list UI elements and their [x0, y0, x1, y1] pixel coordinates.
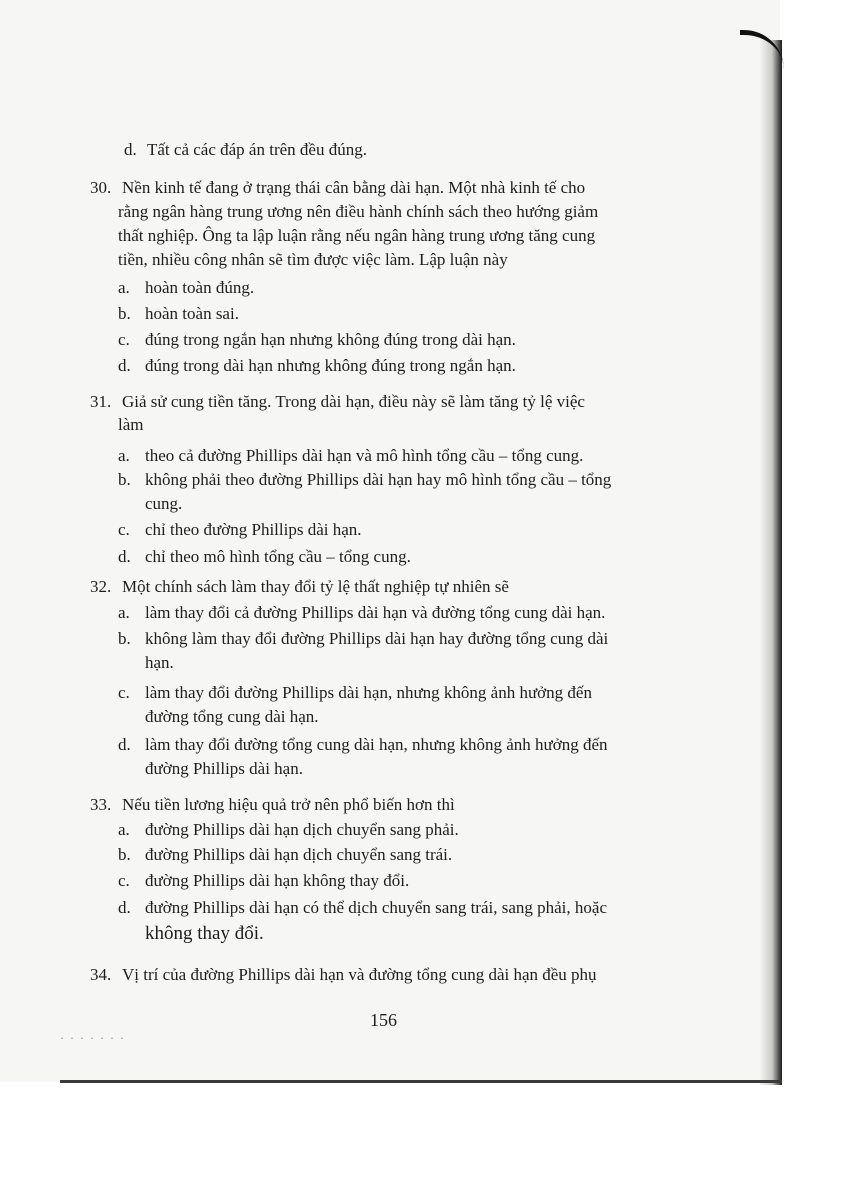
prev-option-d-label: d. — [124, 140, 137, 159]
question-stem-line: thất nghiệp. Ông ta lập luận rằng nếu ngân hàng trung ương tăng cung — [118, 226, 596, 245]
option-label: d. — [118, 356, 131, 375]
scan-noise: ······· — [60, 1031, 130, 1045]
question-stem-line: Nền kinh tế đang ở trạng thái cân bằng dài hạn. Một nhà kinh tế cho — [122, 178, 586, 197]
option-text: chỉ theo mô hình tổng cầu – tổng cung. — [145, 547, 411, 566]
option-text: đường Phillips dài hạn dịch chuyển sang phải. — [145, 820, 459, 839]
option-label: d. — [118, 898, 131, 917]
option-label: a. — [118, 603, 130, 622]
option-text: đúng trong dài hạn nhưng không đúng trong ngắn hạn. — [145, 356, 516, 375]
option-label: c. — [118, 871, 130, 890]
option-text: đường Phillips dài hạn dịch chuyển sang trái. — [145, 845, 453, 864]
option-text: đúng trong ngắn hạn nhưng không đúng trong dài hạn. — [145, 330, 516, 349]
option-text: không phải theo đường Phillips dài hạn hay mô hình tổng cầu – tổng — [145, 470, 612, 489]
option-label: d. — [118, 547, 131, 566]
question-stem-line: Vị trí của đường Phillips dài hạn và đường tổng cung dài hạn đều phụ — [122, 965, 597, 984]
option-text: chỉ theo đường Phillips dài hạn. — [145, 520, 362, 539]
option-label: c. — [118, 683, 130, 702]
option-text: hoàn toàn sai. — [145, 304, 239, 323]
option-text: làm thay đổi cả đường Phillips dài hạn và đường tổng cung dài hạn. — [145, 603, 606, 622]
option-text: làm thay đổi đường tổng cung dài hạn, nhưng không ảnh hưởng đến — [145, 735, 608, 754]
option-label: a. — [118, 820, 130, 839]
option-text: làm thay đổi đường Phillips dài hạn, nhưng không ảnh hưởng đến — [145, 683, 592, 702]
option-text: không làm thay đổi đường Phillips dài hạn hay đường tổng cung dài — [145, 629, 609, 648]
option-text: đường tổng cung dài hạn. — [145, 707, 319, 726]
option-label: b. — [118, 629, 131, 648]
question-number: 34. — [90, 965, 112, 984]
option-label: b. — [118, 470, 131, 489]
question-stem-line: Giả sử cung tiền tăng. Trong dài hạn, điều này sẽ làm tăng tỷ lệ việc — [122, 392, 585, 411]
option-label: b. — [118, 845, 131, 864]
question-number: 33. — [90, 795, 112, 814]
question-stem-line: Một chính sách làm thay đổi tỷ lệ thất nghiệp tự nhiên sẽ — [122, 577, 509, 596]
bottom-edge-line — [60, 1080, 782, 1083]
page-edge-shadow — [760, 40, 782, 1085]
option-label: d. — [118, 735, 131, 754]
page-number: 156 — [370, 1010, 397, 1030]
option-label: b. — [118, 304, 131, 323]
question-stem-line: tiền, nhiều công nhân sẽ tìm được việc làm. Lập luận này — [118, 250, 508, 269]
option-label: a. — [118, 278, 130, 297]
question-number: 32. — [90, 577, 112, 596]
question-number: 30. — [90, 178, 112, 197]
option-label: c. — [118, 330, 130, 349]
option-text: theo cả đường Phillips dài hạn và mô hình tổng cầu – tổng cung. — [145, 446, 584, 465]
prev-option-d-text: Tất cả các đáp án trên đều đúng. — [147, 140, 367, 159]
question-stem-line: Nếu tiền lương hiệu quả trở nên phổ biến hơn thì — [122, 795, 455, 814]
option-text: hạn. — [145, 653, 174, 672]
option-text: đường Phillips dài hạn không thay đổi. — [145, 871, 410, 890]
option-label: a. — [118, 446, 130, 465]
option-label: c. — [118, 520, 130, 539]
option-text: cung. — [145, 494, 183, 513]
option-text: đường Phillips dài hạn có thể dịch chuyển sang trái, sang phải, hoặc — [145, 898, 607, 917]
question-stem-line: làm — [118, 415, 144, 434]
question-number: 31. — [90, 392, 112, 411]
option-text: không thay đổi. — [145, 923, 264, 944]
question-stem-line: rằng ngân hàng trung ương nên điều hành chính sách theo hướng giảm — [118, 202, 599, 221]
option-text: hoàn toàn đúng. — [145, 278, 255, 297]
option-text: đường Phillips dài hạn. — [145, 759, 303, 778]
